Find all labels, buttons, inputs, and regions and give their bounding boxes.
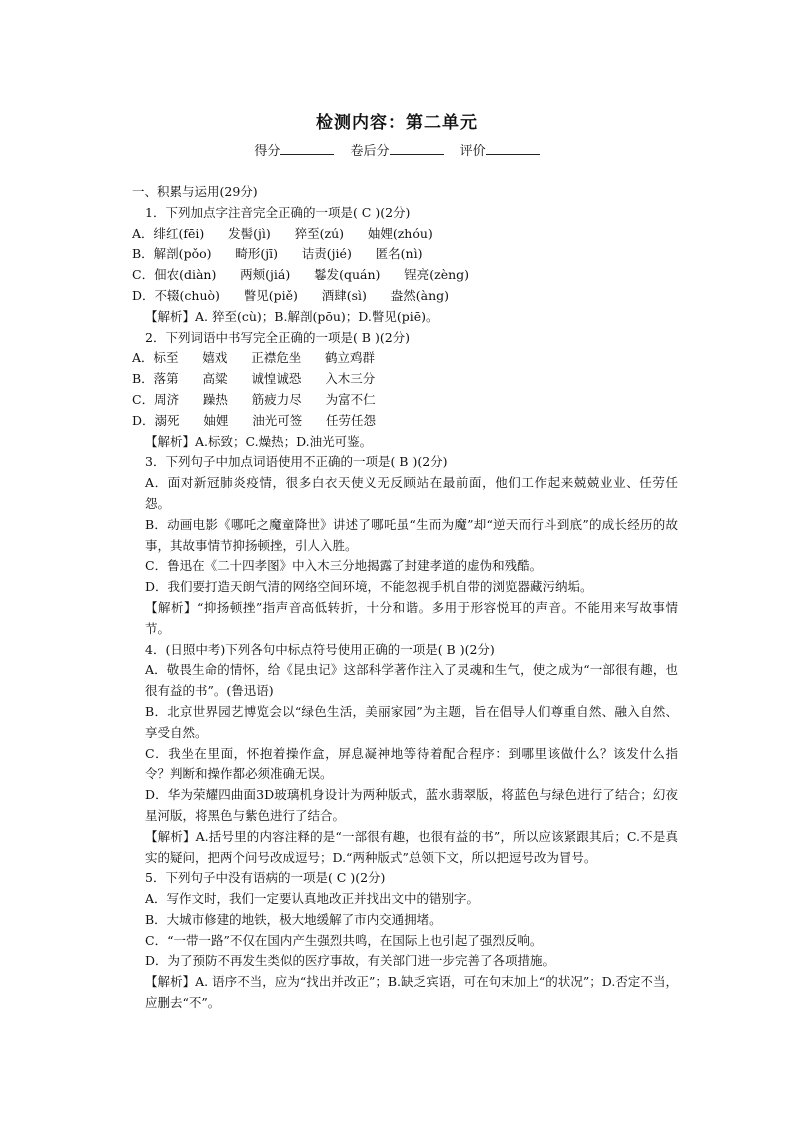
- option-line: C．佃农(diàn) 两颊(jiá) 鬈发(quán) 锃亮(zèng): [132, 267, 470, 283]
- evaluation-field: [460, 140, 540, 159]
- option-line: D．华为荣耀四曲面3D玻璃机身设计为两种版式，蓝水翡翠版，将蓝色与绿色进行了结合；幻夜星河版，将黑色与紫色进行了结合。: [145, 787, 678, 823]
- option-line: A．写作文时，我们一定要认真地改正并找出文中的错别字。: [145, 891, 480, 907]
- option-line: A．绯红(fēi) 发髻(jì) 猝至(zú) 妯娌(zhóu): [132, 225, 433, 241]
- score-field: [254, 140, 334, 159]
- option-line: D．我们要打造天朗气清的网络空间环境，不能忽视手机自带的浏览器藏污纳垢。: [145, 579, 593, 595]
- analysis-line: 【解析】A.括号里的内容注释的是“一部很有趣，也很有益的书”，所以应该紧跟其后；C.不是真实的疑问，把两个问号改成逗号；D.“两种版式”总领下文，所以把逗号改为冒号。: [145, 828, 678, 865]
- analysis-line: 【解析】“抑扬顿挫”指声音高低转折，十分和谐。多用于形容悦耳的声音。不能用来写故事情节。: [145, 599, 678, 636]
- section-heading: 一、积累与运用(29分): [132, 184, 258, 199]
- question-stem: 4．(日照中考)下列各句中标点符号使用正确的一项是( B )(2分): [145, 641, 495, 657]
- option-line: D．不辍(chuò) 瞥见(piě) 酒肆(sì) 盎然(àng): [132, 287, 449, 303]
- page-title: 检测内容：第二单元: [316, 113, 478, 133]
- score-label: 得分: [254, 144, 281, 159]
- option-line: B．落第 高粱 诚惶诚恐 入木三分: [132, 371, 376, 387]
- final-score-field: [350, 140, 443, 159]
- final-score-blank: [390, 142, 444, 155]
- option-line: C．周济 躁热 筋疲力尽 为富不仁: [132, 391, 376, 407]
- option-line: C．我坐在里面，怀抱着操作盒，屏息凝神地等待着配合程序：到哪里该做什么？该发什么指令？判断和操作都必须准确无误。: [145, 745, 678, 782]
- analysis-line: 【解析】A. 语序不当，应为“找出并改正”；B.缺乏宾语，可在句末加上“的状况”；D.否定不当，应删去“不”。: [145, 974, 678, 1011]
- option-line: D．为了预防不再发生类似的医疗事故，有关部门进一步完善了各项措施。: [145, 953, 556, 969]
- option-line: B．动画电影《哪吒之魔童降世》讲述了哪吒虽“生而为魔”却“逆天而行斗到底”的成长经历的故事，其故事情节抑扬顿挫，引人入胜。: [145, 516, 678, 553]
- option-line: B．北京世界园艺博览会以“绿色生活，美丽家园”为主题，旨在倡导人们尊重自然、融入自然、享受自然。: [145, 703, 678, 740]
- question-stem: 1．下列加点字注音完全正确的一项是( C )(2分): [145, 204, 411, 220]
- final-score-label: 卷后分: [350, 144, 390, 159]
- option-line: D．溺死 妯娌 油光可签 任劳任怨: [132, 412, 377, 428]
- score-blank: [280, 142, 334, 155]
- question-stem: 5．下列句子中没有语病的一项是( C )(2分): [145, 870, 386, 886]
- option-line: B．大城市修建的地铁，极大地缓解了市内交通拥堵。: [145, 911, 442, 927]
- question-stem: 2．下列词语中书写完全正确的一项是( B )(2分): [145, 329, 411, 345]
- analysis-line: 【解析】A.标致；C.燥热；D.油光可鉴。: [145, 433, 373, 449]
- analysis-line: 【解析】A. 猝至(cù)；B.解剖(pōu)；D.瞥见(piē)。: [145, 308, 439, 324]
- option-line: C．鲁迅在《二十四孝图》中入木三分地揭露了封建孝道的虚伪和残酷。: [145, 558, 543, 574]
- question-body: [132, 182, 678, 1014]
- option-line: B．解剖(pǒo) 畸形(jī) 诘责(jié) 匿名(nì): [132, 246, 423, 262]
- question-stem: 3．下列句子中加点词语使用不正确的一项是( B )(2分): [145, 454, 448, 470]
- evaluation-label: 评价: [459, 144, 486, 159]
- option-line: A．标至 嬉戏 正襟危坐 鹤立鸡群: [132, 350, 376, 366]
- evaluation-blank: [486, 142, 540, 155]
- score-line: [0, 140, 794, 159]
- option-line: A．敬畏生命的情怀，给《昆虫记》这部科学著作注入了灵魂和生气，使之成为“一部很有趣，也很有益的书”。(鲁迅语): [145, 662, 678, 699]
- option-line: A．面对新冠肺炎疫情，很多白衣天使义无反顾站在最前面，他们工作起来兢兢业业、任劳任怨。: [145, 475, 678, 511]
- option-line: C．“一带一路”不仅在国内产生强烈共鸣，在国际上也引起了强烈反响。: [145, 932, 543, 948]
